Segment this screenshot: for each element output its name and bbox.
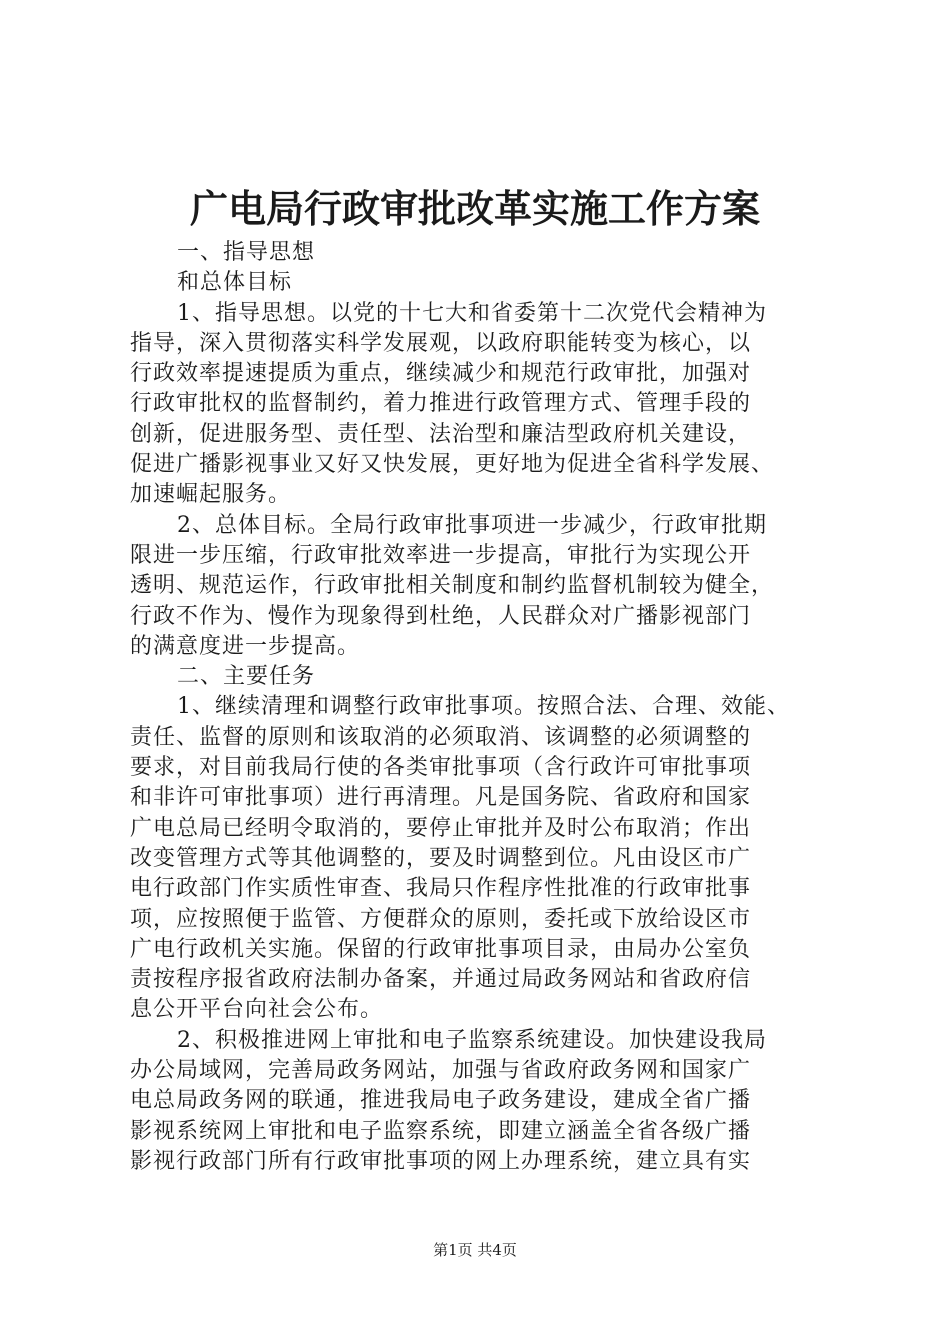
text-line: 行政审批权的监督制约，着力推进行政管理方式、管理手段的	[130, 391, 752, 417]
text-line: 1、继续清理和调整行政审批事项。按照合法、合理、效能、	[177, 694, 790, 720]
text-line: 改变管理方式等其他调整的，要及时调整到位。凡由设区市广	[130, 845, 752, 871]
text-line: 广电总局已经明令取消的，要停止审批并及时公布取消；作出	[130, 815, 752, 841]
text-line: 影视系统网上审批和电子监察系统，即建立涵盖全省各级广播	[130, 1118, 752, 1144]
text-line: 1、指导思想。以党的十七大和省委第十二次党代会精神为	[177, 300, 767, 326]
text-line: 影视行政部门所有行政审批事项的网上办理系统，建立具有实	[130, 1148, 752, 1174]
text-line: 电行政部门作实质性审查、我局只作程序性批准的行政审批事	[130, 876, 752, 902]
text-line: 加速崛起服务。	[130, 482, 292, 508]
page-footer: 第1页 共4页	[433, 1241, 517, 1259]
document-title: 广电局行政审批改革实施工作方案	[189, 186, 760, 231]
text-line: 限进一步压缩，行政审批效率进一步提高，审批行为实现公开	[130, 542, 752, 568]
text-line: 指导，深入贯彻落实科学发展观，以政府职能转变为核心，以	[130, 330, 752, 356]
text-line: 息公开平台向社会公布。	[130, 997, 384, 1023]
text-line: 办公局域网，完善局政务网站，加强与省政府政务网和国家广	[130, 1058, 752, 1084]
text-line: 创新，促进服务型、责任型、法治型和廉洁型政府机关建设，	[130, 421, 752, 447]
text-line: 项，应按照便于监管、方便群众的原则，委托或下放给设区市	[130, 906, 752, 932]
text-line: 电总局政务网的联通，推进我局电子政务建设，建成全省广播	[130, 1088, 752, 1114]
text-line: 2、积极推进网上审批和电子监察系统建设。加快建设我局	[177, 1027, 767, 1053]
text-line: 促进广播影视事业又好又快发展，更好地为促进全省科学发展、	[130, 452, 775, 478]
text-line: 和非许可审批事项）进行再清理。凡是国务院、省政府和国家	[130, 785, 752, 811]
text-line: 广电行政机关实施。保留的行政审批事项目录，由局办公室负	[130, 936, 752, 962]
text-line: 2、总体目标。全局行政审批事项进一步减少，行政审批期	[177, 512, 767, 538]
text-line: 和总体目标	[177, 270, 293, 296]
text-line: 责任、监督的原则和该取消的必须取消、该调整的必须调整的	[130, 724, 752, 750]
document-body	[130, 238, 830, 1177]
text-line: 一、指导思想	[177, 240, 316, 265]
text-line: 透明、规范运作，行政审批相关制度和制约监督机制较为健全，	[130, 573, 775, 599]
text-line: 二、主要任务	[177, 664, 316, 690]
text-line: 责按程序报省政府法制办备案，并通过局政务网站和省政府信	[130, 967, 752, 993]
text-line: 要求，对目前我局行使的各类审批事项（含行政许可审批事项	[130, 755, 752, 781]
text-line: 的满意度进一步提高。	[130, 633, 361, 659]
text-line: 行政不作为、慢作为现象得到杜绝，人民群众对广播影视部门	[130, 603, 752, 629]
text-line: 行政效率提速提质为重点，继续减少和规范行政审批，加强对	[130, 361, 752, 387]
